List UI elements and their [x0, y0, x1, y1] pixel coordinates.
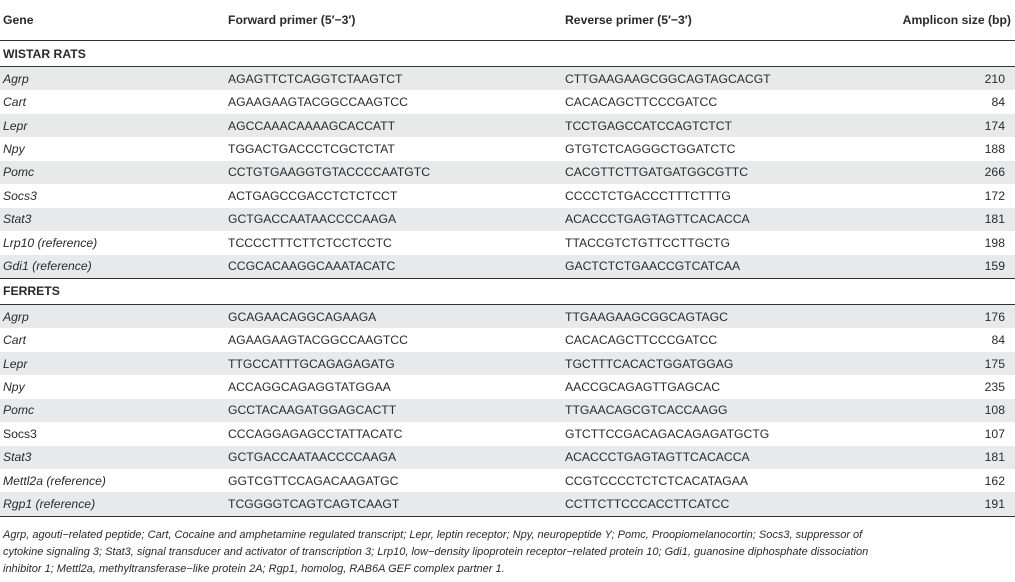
forward-primer-cell: GCAGAACAGGCAGAAGA: [225, 304, 562, 328]
amplicon-size-cell: 174: [895, 114, 1015, 137]
table-body: [0, 41, 1015, 517]
table-row: [0, 184, 1015, 207]
amplicon-size-cell: 181: [895, 446, 1015, 469]
gene-cell: Rgp1 (reference): [0, 492, 225, 516]
amplicon-size-cell: 210: [895, 67, 1015, 91]
forward-primer-cell: GCCTACAAGATGGAGCACTT: [225, 399, 562, 422]
amplicon-size-cell: 198: [984, 235, 1005, 250]
gene-cell: Lrp10 (reference): [3, 235, 98, 250]
header-gene: Gene: [0, 0, 225, 41]
reverse-primer-cell: TTACCGTCTGTTCCTTGCTG: [565, 235, 730, 250]
table-row: [0, 67, 1015, 91]
section-row: [0, 278, 1015, 304]
table-row: [0, 90, 1015, 113]
header-row: [0, 0, 1015, 41]
header-forward-primer: Forward primer (5′−3′): [225, 0, 562, 41]
gene-cell: Mettl2a (reference): [3, 473, 106, 488]
reverse-primer-cell: GTGTCTCAGGGCTGGATCTC: [565, 142, 736, 157]
section-title: WISTAR RATS: [0, 41, 1015, 67]
amplicon-size-cell: 108: [895, 399, 1015, 422]
header-amplicon-size: Amplicon size (bp): [895, 0, 1015, 41]
footnote-line: Agrp, agouti−related peptide; Cart, Cocaine and amphetamine regulated transcript; Lepr, leptin receptor; Npy, neuropeptide Y; Pomc, Proopiomelanocortin; Socs3, suppressor of: [3, 529, 863, 541]
amplicon-size-cell: 84: [991, 333, 1005, 348]
reverse-primer-cell: ACACCCTGAGTAGTTCACACCA: [562, 446, 895, 469]
forward-primer-cell: CCGCACAAGGCAAATACATC: [225, 255, 562, 279]
gene-cell: Cart: [3, 95, 27, 110]
gene-cell: Stat3: [0, 208, 225, 231]
reverse-primer-cell: CACGTTCTTGATGATGGCGTTC: [562, 161, 895, 184]
table-row: [0, 469, 1015, 492]
forward-primer-cell: TCGGGGTCAGTCAGTCAAGT: [225, 492, 562, 516]
forward-primer-cell: CCCAGGAGAGCCTATTACATC: [228, 426, 403, 441]
amplicon-size-cell: 162: [984, 473, 1005, 488]
reverse-primer-cell: CCCCTCTGACCCTTTCTTTG: [565, 188, 731, 203]
amplicon-size-cell: 159: [895, 255, 1015, 279]
gene-cell: Cart: [3, 333, 27, 348]
gene-cell: Gdi1 (reference): [0, 255, 225, 279]
gene-cell: Lepr: [0, 352, 225, 375]
amplicon-size-cell: 107: [984, 426, 1005, 441]
forward-primer-cell: CCTGTGAAGGTGTACCCCAATGTC: [225, 161, 562, 184]
forward-primer-cell: TTGCCATTTGCAGAGAGATG: [225, 352, 562, 375]
table-row: [0, 231, 1015, 254]
forward-primer-cell: ACCAGGCAGAGGTATGGAA: [228, 379, 391, 394]
gene-cell: Pomc: [0, 161, 225, 184]
table-row: [0, 399, 1015, 422]
table-footnote: [3, 527, 1011, 578]
table-row: [0, 352, 1015, 375]
footnote-line: cytokine signaling 3; Stat3, signal transducer and activator of transcription 3; Lrp10, low−density lipoprotein receptor−related protein 10; Gdi1, guanosine diphosphate dissociation: [3, 546, 869, 558]
reverse-primer-cell: TCCTGAGCCATCCAGTCTCT: [562, 114, 895, 137]
reverse-primer-cell: TTGAAGAAGCGGCAGTAGC: [562, 304, 895, 328]
gene-cell: Agrp: [0, 304, 225, 328]
reverse-primer-cell: ACACCCTGAGTAGTTCACACCA: [562, 208, 895, 231]
forward-primer-cell: TCCCCTTTCTTCTCCTCCTC: [228, 235, 392, 250]
reverse-primer-cell: CCTTCTTCCCACCTTCATCC: [562, 492, 895, 516]
gene-cell: Npy: [3, 379, 25, 394]
reverse-primer-cell: GACTCTCTGAACCGTCATCAA: [562, 255, 895, 279]
amplicon-size-cell: 176: [895, 304, 1015, 328]
table-row: [0, 208, 1015, 231]
forward-primer-cell: AGCCAAACAAAAGCACCATT: [225, 114, 562, 137]
reverse-primer-cell: TGCTTTCACACTGGATGGAG: [562, 352, 895, 375]
forward-primer-cell: AGAAGAAGTACGGCCAAGTCC: [228, 333, 408, 348]
forward-primer-cell: AGAAGAAGTACGGCCAAGTCC: [228, 95, 408, 110]
gene-cell: Stat3: [0, 446, 225, 469]
section-title: FERRETS: [0, 278, 1015, 304]
reverse-primer-cell: CACACAGCTTCCCGATCC: [565, 333, 718, 348]
forward-primer-cell: GCTGACCAATAACCCCAAGA: [225, 208, 562, 231]
amplicon-size-cell: 181: [895, 208, 1015, 231]
amplicon-size-cell: 266: [895, 161, 1015, 184]
reverse-primer-cell: CTTGAAGAAGCGGCAGTAGCACGT: [562, 67, 895, 91]
reverse-primer-cell: TTGAACAGCGTCACCAAGG: [562, 399, 895, 422]
gene-cell: Socs3: [3, 426, 37, 441]
footnote-line: inhibitor 1; Mettl2a, methyltransferase−like protein 2A; Rgp1, homolog, RAB6A GEF complex partner 1.: [3, 563, 505, 575]
gene-cell: Agrp: [0, 67, 225, 91]
reverse-primer-cell: AACCGCAGAGTTGAGCAC: [565, 379, 721, 394]
gene-cell: Socs3: [3, 188, 37, 203]
amplicon-size-cell: 188: [984, 142, 1005, 157]
reverse-primer-cell: CCGTCCCCTCTCTCACATAGAA: [565, 473, 749, 488]
forward-primer-cell: AGAGTTCTCAGGTCTAAGTCT: [225, 67, 562, 91]
section-row: [0, 41, 1015, 67]
forward-primer-cell: ACTGAGCCGACCTCTCTCCT: [228, 188, 398, 203]
amplicon-size-cell: 235: [984, 379, 1005, 394]
gene-cell: Npy: [3, 142, 25, 157]
reverse-primer-cell: GTCTTCCGACAGACAGAGATGCTG: [565, 426, 770, 441]
gene-cell: Lepr: [0, 114, 225, 137]
amplicon-size-cell: 172: [984, 188, 1005, 203]
table-row: [0, 328, 1015, 351]
reverse-primer-cell: CACACAGCTTCCCGATCC: [565, 95, 718, 110]
header-reverse-primer: Reverse primer (5′−3′): [562, 0, 895, 41]
table-row: [0, 422, 1015, 445]
table-row: [0, 137, 1015, 160]
forward-primer-cell: TGGACTGACCCTCGCTCTAT: [228, 142, 395, 157]
forward-primer-cell: GCTGACCAATAACCCCAAGA: [225, 446, 562, 469]
forward-primer-cell: GGTCGTTCCAGACAAGATGC: [228, 473, 399, 488]
amplicon-size-cell: 191: [895, 492, 1015, 516]
gene-cell: Pomc: [0, 399, 225, 422]
amplicon-size-cell: 175: [895, 352, 1015, 375]
amplicon-size-cell: 84: [991, 95, 1005, 110]
table-row: [0, 255, 1015, 279]
table-row: [0, 446, 1015, 469]
table-row: [0, 304, 1015, 328]
table-row: [0, 492, 1015, 516]
table-row: [0, 161, 1015, 184]
table-row: [0, 114, 1015, 137]
table-row: [0, 375, 1015, 398]
